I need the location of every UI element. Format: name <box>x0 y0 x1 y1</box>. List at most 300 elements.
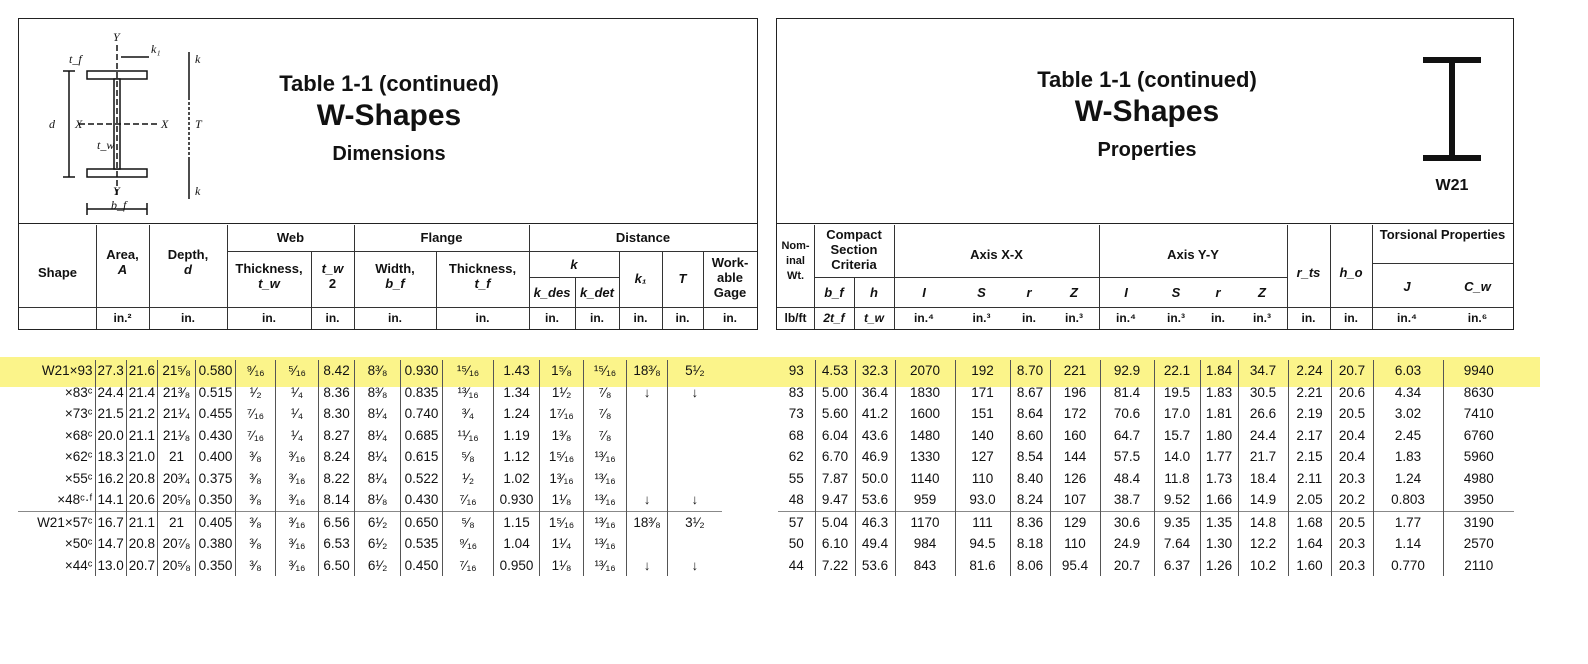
dimensions-cell: 1.02 <box>494 468 540 490</box>
header-torsional: Torsional Properties <box>1379 227 1506 242</box>
properties-cell: 110 <box>1050 533 1100 555</box>
properties-cell: 1.14 <box>1373 533 1443 555</box>
dimensions-cell: 8.42 <box>319 360 355 382</box>
properties-cell: 1.73 <box>1200 468 1238 490</box>
dimensions-cell: ×73ᶜ <box>64 406 93 422</box>
properties-cell: 7.22 <box>815 555 855 577</box>
properties-row <box>778 382 1514 404</box>
properties-cell: 14.0 <box>1154 446 1200 468</box>
dimensions-cell: ³⁄₄ <box>443 403 494 425</box>
properties-cell: 20.7 <box>1100 555 1154 577</box>
properties-cell: 20.3 <box>1331 533 1373 555</box>
dimensions-cell: ³⁄₁₆ <box>276 446 319 468</box>
properties-cell: 1.24 <box>1373 468 1443 490</box>
dimensions-cell: ⁷⁄₁₆ <box>443 555 494 577</box>
properties-cell: 20.3 <box>1331 468 1373 490</box>
dimensions-cell: 1³⁄₁₆ <box>540 468 584 490</box>
properties-cell: 1.77 <box>1373 511 1443 533</box>
header-yy-Z: Z <box>1258 285 1266 300</box>
properties-cell: 129 <box>1050 511 1100 533</box>
diagram-label-tw: t_w <box>97 138 115 152</box>
dimensions-cell: ⁷⁄₈ <box>584 382 627 404</box>
diagram-label-tf: t_f <box>69 52 82 66</box>
properties-cell: 50.0 <box>855 468 895 490</box>
unit-ho: in. <box>1344 311 1358 325</box>
dimensions-cell: 1⁵⁄₈ <box>540 360 584 382</box>
dimensions-cell <box>627 533 668 555</box>
dimensions-cell: 0.522 <box>401 468 443 490</box>
dimensions-cell: 1⁷⁄₁₆ <box>540 403 584 425</box>
dimensions-cell: ³⁄₈ <box>236 511 276 533</box>
dimensions-cell: W21×93 <box>41 363 93 379</box>
unit-yy-I: in.⁴ <box>1116 311 1136 325</box>
header-axis-xx: Axis X-X <box>970 247 1023 262</box>
dimensions-cell: 20.8 <box>126 533 157 555</box>
dimensions-cell: ¹⁄₄ <box>276 425 319 447</box>
properties-cell: 6.03 <box>1373 360 1443 382</box>
properties-cell: 55 <box>788 470 804 486</box>
properties-cell: 6.70 <box>815 446 855 468</box>
dimensions-cell: ⁷⁄₁₆ <box>443 489 494 511</box>
properties-cell: 15.7 <box>1154 425 1200 447</box>
properties-cell: 140 <box>955 425 1010 447</box>
dimensions-cell: 1.34 <box>494 382 540 404</box>
properties-cell: 1.77 <box>1200 446 1238 468</box>
dimensions-cell: ⁷⁄₈ <box>584 403 627 425</box>
properties-title <box>987 67 1307 162</box>
properties-cell: 221 <box>1050 360 1100 382</box>
dimensions-cell: 14.7 <box>95 533 126 555</box>
dimensions-cell: ↓ <box>627 555 668 577</box>
unit-xx-S: in.³ <box>972 311 991 325</box>
dimensions-cell: 1.04 <box>494 533 540 555</box>
properties-cell: 9.47 <box>815 489 855 511</box>
unit-half-tw: in. <box>325 311 340 325</box>
unit-kdet: in. <box>590 311 604 325</box>
properties-row <box>778 555 1514 577</box>
dimensions-cell: 21.4 <box>126 382 157 404</box>
properties-cell: 3.02 <box>1373 403 1443 425</box>
dimensions-cell: 18³⁄₈ <box>627 511 668 533</box>
properties-cell: 32.3 <box>855 360 895 382</box>
dimensions-cell: ³⁄₈ <box>236 555 276 577</box>
properties-cell: 8.64 <box>1010 403 1050 425</box>
properties-cell: 1480 <box>895 425 955 447</box>
properties-cell: 1330 <box>895 446 955 468</box>
dimensions-cell: ¹⁄₄ <box>276 382 319 404</box>
dimensions-row <box>18 360 722 382</box>
dimensions-cell: 0.450 <box>401 555 443 577</box>
header-rts: r_ts <box>1296 265 1321 280</box>
properties-cell: 8.40 <box>1010 468 1050 490</box>
unit-k1: in. <box>633 311 648 325</box>
properties-cell: 1.60 <box>1288 555 1331 577</box>
properties-cell: 1830 <box>895 382 955 404</box>
header-flange-thickness: Thickness, t_f <box>448 261 517 291</box>
dimensions-cell: ×50ᶜ <box>64 536 93 552</box>
unit-nominal-wt: lb/ft <box>784 311 807 325</box>
dimensions-cell: 0.405 <box>196 511 236 533</box>
dimensions-cell: 3¹⁄₂ <box>668 511 722 533</box>
unit-xx-I: in.⁴ <box>914 311 934 325</box>
properties-cell: 14.9 <box>1238 489 1288 511</box>
unit-xx-r: in. <box>1022 311 1036 325</box>
properties-cell: 20.3 <box>1331 555 1373 577</box>
properties-cell: 17.0 <box>1154 403 1200 425</box>
header-workable-gage: Work-able Gage <box>711 255 749 300</box>
unit-web-thickness: in. <box>262 311 276 325</box>
dimensions-cell <box>668 446 722 468</box>
dimensions-cell: 8¹⁄₄ <box>355 425 401 447</box>
dimensions-column-headers <box>19 225 757 329</box>
properties-cell: 8.60 <box>1010 425 1050 447</box>
dimensions-cell: 0.580 <box>196 360 236 382</box>
dimensions-cell: ×44ᶜ <box>64 557 93 573</box>
dimensions-cell: ↓ <box>627 489 668 511</box>
dimensions-cell: 21.6 <box>126 360 157 382</box>
dimensions-cell: 0.515 <box>196 382 236 404</box>
unit-area: in.² <box>113 311 132 325</box>
dimensions-cell: 18.3 <box>95 446 126 468</box>
w-shape-dimension-diagram <box>39 27 239 217</box>
properties-cell: 192 <box>955 360 1010 382</box>
diagram-label-x-left: X <box>75 117 83 131</box>
unit-xx-Z: in.³ <box>1065 311 1083 325</box>
dimensions-cell: 6.50 <box>319 555 355 577</box>
header-xx-r: r <box>1026 285 1032 300</box>
dimensions-cell: 0.950 <box>494 555 540 577</box>
properties-cell: 1.68 <box>1288 511 1331 533</box>
properties-cell: 20.7 <box>1331 360 1373 382</box>
unit-flange-thickness: in. <box>475 311 490 325</box>
dimensions-cell: 6.53 <box>319 533 355 555</box>
dimensions-cell: 16.7 <box>95 511 126 533</box>
properties-column-headers <box>777 225 1513 329</box>
dimensions-cell: 21¹⁄₈ <box>158 425 196 447</box>
header-nominal-wt: Nom-inal Wt. <box>781 240 810 282</box>
dimensions-cell: ¹³⁄₁₆ <box>584 533 627 555</box>
dimensions-cell: ¹⁵⁄₁₆ <box>584 360 627 382</box>
properties-cell: 92.9 <box>1100 360 1154 382</box>
dimensions-cell <box>668 533 722 555</box>
header-axis-yy: Axis Y-Y <box>1167 247 1219 262</box>
dimensions-cell: 0.930 <box>401 360 443 382</box>
properties-title-line1: Table 1-1 (continued) <box>1037 67 1257 92</box>
unit-J: in.⁴ <box>1397 311 1417 325</box>
dimensions-cell: ³⁄₈ <box>236 468 276 490</box>
dimensions-cell: 6¹⁄₂ <box>355 555 401 577</box>
properties-cell: 8.06 <box>1010 555 1050 577</box>
properties-cell: 5.04 <box>815 511 855 533</box>
properties-cell: 20.5 <box>1331 511 1373 533</box>
properties-cell: 4980 <box>1443 468 1514 490</box>
dimensions-cell: ¹¹⁄₁₆ <box>443 425 494 447</box>
properties-cell: 8.24 <box>1010 489 1050 511</box>
dimensions-cell: ³⁄₁₆ <box>276 489 319 511</box>
properties-cell: 110 <box>955 468 1010 490</box>
dimensions-cell: ³⁄₈ <box>236 533 276 555</box>
dimensions-cell: 21.2 <box>126 403 157 425</box>
header-h-tw: h <box>870 285 878 300</box>
header-area: Area, A <box>106 247 139 277</box>
dimensions-cell: 20³⁄₄ <box>158 468 196 490</box>
properties-cell: 160 <box>1050 425 1100 447</box>
properties-cell: 2.11 <box>1288 468 1331 490</box>
dimensions-cell: ⁷⁄₁₆ <box>236 403 276 425</box>
dimensions-cell: ¹³⁄₁₆ <box>443 382 494 404</box>
properties-cell: 12.2 <box>1238 533 1288 555</box>
dimensions-cell: ↓ <box>668 555 722 577</box>
properties-cell: 2110 <box>1443 555 1514 577</box>
header-Cw: C_w <box>1464 279 1491 294</box>
dimensions-cell: 21.0 <box>126 446 157 468</box>
properties-cell: 83 <box>788 384 804 400</box>
dimensions-cell: 21 <box>158 446 196 468</box>
header-depth: Depth, d <box>167 247 209 277</box>
properties-cell: 73 <box>788 406 804 422</box>
dimensions-cell: 0.455 <box>196 403 236 425</box>
properties-cell: 126 <box>1050 468 1100 490</box>
dimensions-cell: 0.930 <box>494 489 540 511</box>
properties-cell: 20.4 <box>1331 425 1373 447</box>
properties-cell: 7410 <box>1443 403 1514 425</box>
properties-cell: 2.45 <box>1373 425 1443 447</box>
dimensions-cell: 1.24 <box>494 403 540 425</box>
properties-cell: 18.4 <box>1238 468 1288 490</box>
header-k: k <box>570 257 578 272</box>
dimensions-cell: 8.24 <box>319 446 355 468</box>
unit-yy-S: in.³ <box>1167 311 1185 325</box>
unit-Cw: in.⁶ <box>1467 311 1488 325</box>
properties-cell: 1.80 <box>1200 425 1238 447</box>
header-flange: Flange <box>420 230 463 245</box>
dimensions-title <box>239 71 539 166</box>
dimensions-cell: 8¹⁄₄ <box>355 403 401 425</box>
properties-cell: 9940 <box>1443 360 1514 382</box>
dimensions-row <box>18 511 722 533</box>
properties-cell: 94.5 <box>955 533 1010 555</box>
dimensions-cell: 1.12 <box>494 446 540 468</box>
properties-cell: 34.7 <box>1238 360 1288 382</box>
properties-cell: 171 <box>955 382 1010 404</box>
dimensions-cell: 1⁵⁄₁₆ <box>540 446 584 468</box>
dimensions-cell: 21.1 <box>126 511 157 533</box>
header-k1: k₁ <box>634 271 647 286</box>
dimensions-cell: ⁹⁄₁₆ <box>236 360 276 382</box>
dimensions-cell: 18³⁄₈ <box>627 360 668 382</box>
unit-yy-r: in. <box>1211 311 1225 325</box>
dimensions-cell: ⁵⁄₈ <box>443 446 494 468</box>
dimensions-cell: W21×57ᶜ <box>18 511 95 533</box>
properties-data-table <box>778 360 1514 576</box>
header-half-tw: t_w 2 <box>321 261 344 291</box>
properties-cell: 1.83 <box>1200 382 1238 404</box>
dimensions-cell: ¹⁄₂ <box>236 382 276 404</box>
dimensions-cell: 24.4 <box>95 382 126 404</box>
dimensions-cell: ⁷⁄₈ <box>584 425 627 447</box>
dimensions-cell: 1.15 <box>494 511 540 533</box>
header-xx-S: S <box>977 285 986 300</box>
properties-cell: 36.4 <box>855 382 895 404</box>
header-ho: h_o <box>1339 265 1363 280</box>
properties-cell: 62 <box>788 449 804 465</box>
properties-cell: 3950 <box>1443 489 1514 511</box>
header-yy-r: r <box>1215 285 1221 300</box>
dimensions-cell <box>668 468 722 490</box>
properties-cell: 144 <box>1050 446 1100 468</box>
diagram-label-t: T <box>195 117 202 131</box>
dimensions-cell: 0.430 <box>401 489 443 511</box>
dimensions-cell: 6.56 <box>319 511 355 533</box>
dimensions-cell: 20⁷⁄₈ <box>158 533 196 555</box>
dimensions-cell: ¹³⁄₁₆ <box>584 446 627 468</box>
properties-cell: 1.83 <box>1373 446 1443 468</box>
properties-cell: 2.21 <box>1288 382 1331 404</box>
header-yy-S: S <box>1171 285 1181 300</box>
unit-h-tw: t_w <box>863 311 884 325</box>
dimensions-cell: ×55ᶜ <box>64 470 93 486</box>
dimensions-cell: ³⁄₈ <box>236 446 276 468</box>
properties-cell: 68 <box>788 427 804 443</box>
dimensions-cell: ⁹⁄₁₆ <box>443 533 494 555</box>
dimensions-cell: ⁵⁄₈ <box>443 511 494 533</box>
dimensions-cell: 8³⁄₈ <box>355 382 401 404</box>
dimensions-cell: ×48ᶜ·ᶠ <box>57 492 93 508</box>
dimensions-header-panel <box>18 18 758 330</box>
properties-cell: 1140 <box>895 468 955 490</box>
dimensions-cell: 20.0 <box>95 425 126 447</box>
dimensions-cell: ¹⁄₂ <box>443 468 494 490</box>
dimensions-cell: ↓ <box>627 382 668 404</box>
dimensions-cell <box>627 403 668 425</box>
properties-cell: 2.19 <box>1288 403 1331 425</box>
properties-cell: 0.803 <box>1373 489 1443 511</box>
properties-cell: 1.26 <box>1200 555 1238 577</box>
dimensions-cell: 5¹⁄₂ <box>668 360 722 382</box>
properties-cell: 6.37 <box>1154 555 1200 577</box>
dimensions-cell: 8.14 <box>319 489 355 511</box>
properties-cell: 48 <box>788 492 804 508</box>
dimensions-row <box>18 533 722 555</box>
properties-cell: 959 <box>895 489 955 511</box>
properties-cell: 1.66 <box>1200 489 1238 511</box>
header-kdes: k_des <box>533 285 571 300</box>
properties-cell: 20.2 <box>1331 489 1373 511</box>
dimensions-cell: 0.430 <box>196 425 236 447</box>
properties-cell: 30.5 <box>1238 382 1288 404</box>
properties-row <box>778 489 1514 511</box>
properties-cell: 6.04 <box>815 425 855 447</box>
properties-cell: 20.5 <box>1331 403 1373 425</box>
dimensions-cell: 1.43 <box>494 360 540 382</box>
properties-cell: 21.7 <box>1238 446 1288 468</box>
unit-kdes: in. <box>545 311 559 325</box>
header-xx-I: I <box>922 285 926 300</box>
dimensions-cell: ¹³⁄₁₆ <box>584 555 627 577</box>
properties-cell: 196 <box>1050 382 1100 404</box>
dimensions-cell: 20.8 <box>126 468 157 490</box>
dimensions-title-line3: Dimensions <box>332 143 446 165</box>
unit-bf-2tf: 2t_f <box>823 311 845 325</box>
dimensions-title-line1: Table 1-1 (continued) <box>279 71 499 96</box>
diagram-label-k-top: k <box>195 52 201 66</box>
properties-row <box>778 360 1514 382</box>
properties-cell: 22.1 <box>1154 360 1200 382</box>
dimensions-cell: ³⁄₈ <box>236 489 276 511</box>
properties-cell: 1.64 <box>1288 533 1331 555</box>
properties-cell: 19.5 <box>1154 382 1200 404</box>
properties-cell: 7.87 <box>815 468 855 490</box>
diagram-label-bf: b_f <box>111 198 127 212</box>
dimensions-cell <box>668 403 722 425</box>
properties-cell: 49.4 <box>855 533 895 555</box>
dimensions-cell: 14.1 <box>95 489 126 511</box>
properties-cell: 1.84 <box>1200 360 1238 382</box>
properties-cell: 8630 <box>1443 382 1514 404</box>
properties-cell: 2.17 <box>1288 425 1331 447</box>
properties-title-line2: W-Shapes <box>1074 95 1220 128</box>
header-kdet: k_det <box>580 285 614 300</box>
properties-cell: 4.34 <box>1373 382 1443 404</box>
header-T: T <box>678 271 687 286</box>
dimensions-cell: ³⁄₁₆ <box>276 533 319 555</box>
dimensions-cell: 20⁵⁄₈ <box>158 555 196 577</box>
properties-cell: 7.64 <box>1154 533 1200 555</box>
dimensions-cell: ×68ᶜ <box>64 427 93 443</box>
diagram-label-x-right: X <box>161 117 169 131</box>
dimensions-title-box <box>19 19 757 224</box>
properties-cell: 8.67 <box>1010 382 1050 404</box>
dimensions-cell: 21¹⁄₄ <box>158 403 196 425</box>
dimensions-cell: 13.0 <box>95 555 126 577</box>
properties-cell: 6.10 <box>815 533 855 555</box>
dimensions-cell: 6¹⁄₂ <box>355 533 401 555</box>
dimensions-cell: ↓ <box>668 489 722 511</box>
properties-cell: 2.15 <box>1288 446 1331 468</box>
properties-cell: 14.8 <box>1238 511 1288 533</box>
dimensions-cell: 8.36 <box>319 382 355 404</box>
dimensions-cell <box>627 446 668 468</box>
properties-cell: 5.60 <box>815 403 855 425</box>
dimensions-cell: 8¹⁄₄ <box>355 446 401 468</box>
properties-cell: 81.4 <box>1100 382 1154 404</box>
dimensions-cell: 0.740 <box>401 403 443 425</box>
dimensions-cell: ³⁄₁₆ <box>276 468 319 490</box>
dimensions-cell: ×83ᶜ <box>64 384 93 400</box>
dimensions-cell: 1¹⁄₄ <box>540 533 584 555</box>
properties-cell: 2570 <box>1443 533 1514 555</box>
properties-cell: 4.53 <box>815 360 855 382</box>
properties-cell: 0.770 <box>1373 555 1443 577</box>
properties-cell: 26.6 <box>1238 403 1288 425</box>
properties-cell: 43.6 <box>855 425 895 447</box>
properties-cell: 57.5 <box>1100 446 1154 468</box>
properties-cell: 50 <box>788 536 804 552</box>
properties-cell: 46.3 <box>855 511 895 533</box>
dimensions-row <box>18 403 722 425</box>
dimensions-cell: 8.22 <box>319 468 355 490</box>
properties-cell: 8.36 <box>1010 511 1050 533</box>
diagram-label-y-top: Y <box>113 30 120 44</box>
diagram-label-k-bottom: k <box>195 184 201 198</box>
dimensions-cell: 0.650 <box>401 511 443 533</box>
dimensions-cell: 6¹⁄₂ <box>355 511 401 533</box>
dimensions-cell: 20.7 <box>126 555 157 577</box>
dimensions-row <box>18 425 722 447</box>
header-compact-criteria: Compact Section Criteria <box>826 227 882 272</box>
dimensions-cell: 8³⁄₈ <box>355 360 401 382</box>
dimensions-cell: 1.19 <box>494 425 540 447</box>
